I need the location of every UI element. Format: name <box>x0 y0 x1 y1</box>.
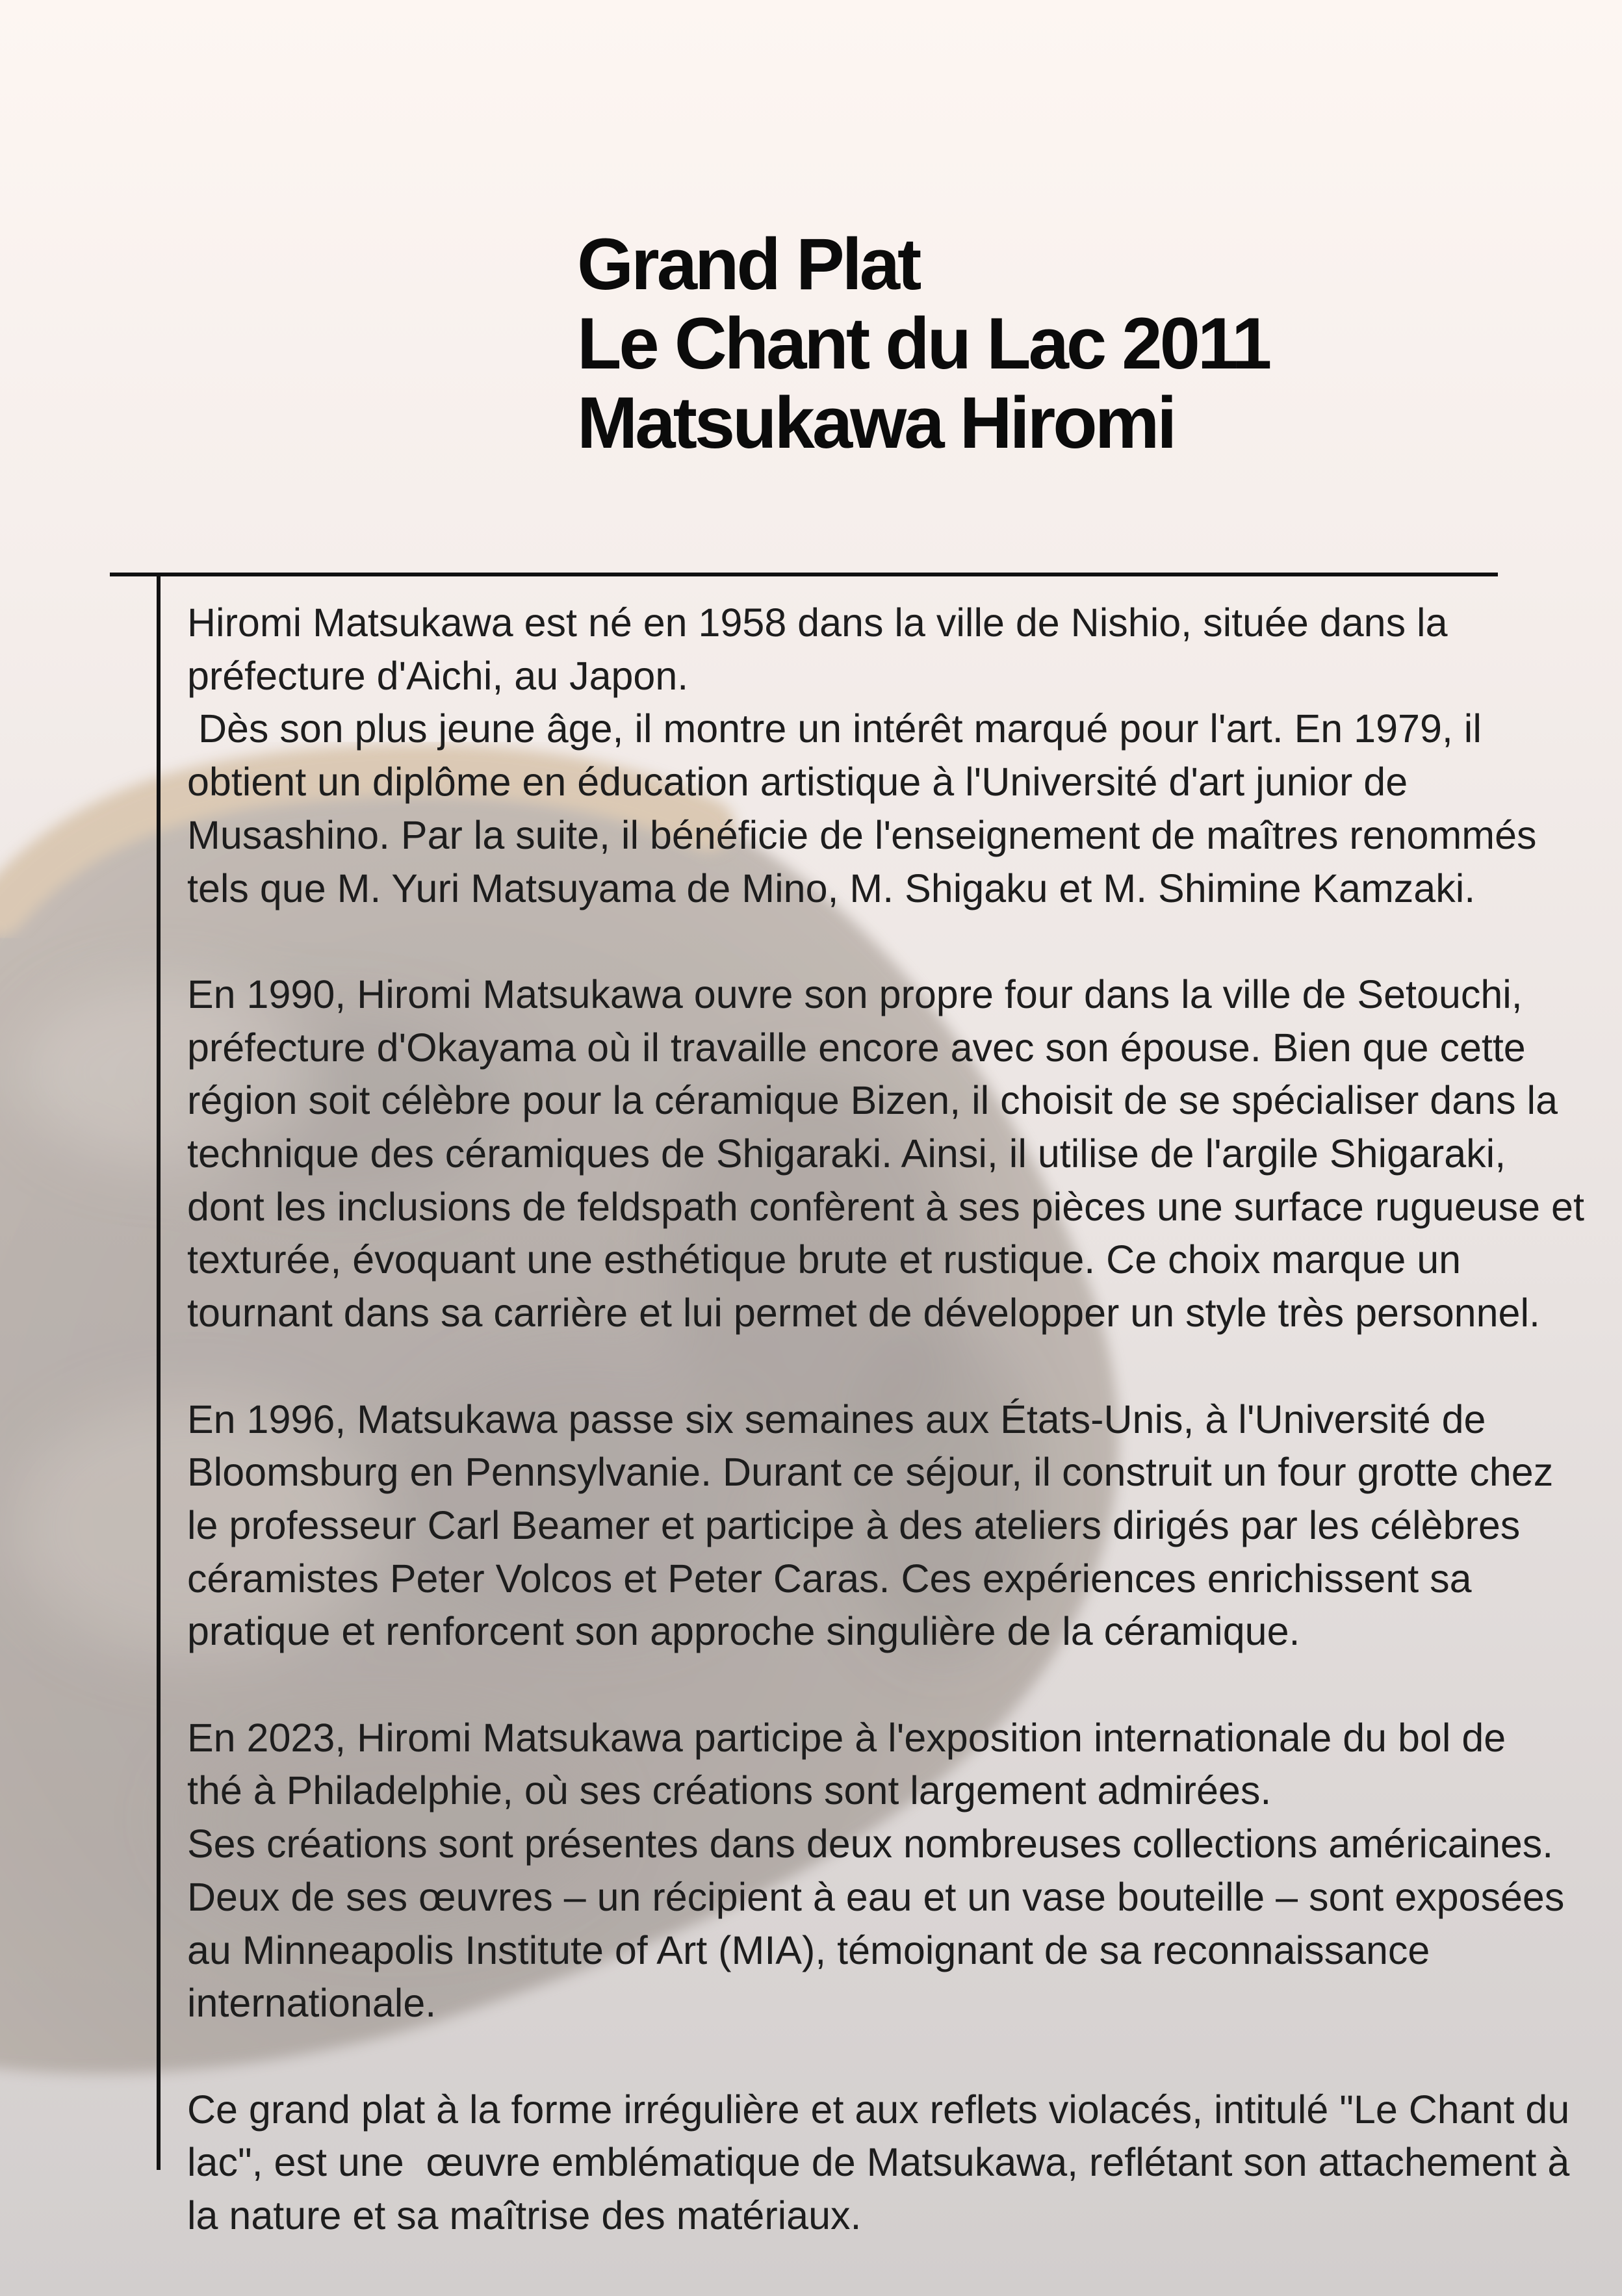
text-line: le professeur Carl Beamer et participe à des ateliers dirigés par les célèbres <box>187 1503 1521 1547</box>
text-line: Musashino. Par la suite, il bénéficie de l'enseignement de maîtres renommés <box>187 812 1537 857</box>
text-line: céramistes Peter Volcos et Peter Caras. Ces expériences enrichissent sa <box>187 1556 1472 1601</box>
text-line: internationale. <box>187 1981 437 2026</box>
text-line: texturée, évoquant une esthétique brute et rustique. Ce choix marque un <box>187 1237 1461 1282</box>
paragraph-artwork-description <box>187 2083 1584 2243</box>
text-line: tournant dans sa carrière et lui permet de développer un style très personnel. <box>187 1291 1540 1335</box>
text-line: Deux de ses œuvres – un récipient à eau et un vase bouteille – sont exposées <box>187 1874 1565 1919</box>
text-line: Dès son plus jeune âge, il montre un intérêt marqué pour l'art. En 1979, il <box>187 706 1482 751</box>
artist-biography <box>187 597 1584 2243</box>
text-line: Hiromi Matsukawa est né en 1958 dans la ville de Nishio, située dans la <box>187 600 1448 645</box>
text-line: Bloomsburg en Pennsylvanie. Durant ce séjour, il construit un four grotte chez <box>187 1450 1554 1495</box>
vertical-rule <box>157 573 161 2170</box>
paragraph-early-life <box>187 597 1584 915</box>
text-line: région soit célèbre pour la céramique Bizen, il choisit de se spécialiser dans la <box>187 1078 1558 1123</box>
text-line: technique des céramiques de Shigaraki. Ainsi, il utilise de l'argile Shigaraki, <box>187 1131 1506 1176</box>
text-line: obtient un diplôme en éducation artistique à l'Université d'art junior de <box>187 760 1408 805</box>
text-line: dont les inclusions de feldspath confèrent à ses pièces une surface rugueuse et <box>187 1184 1584 1229</box>
text-line: thé à Philadelphie, où ses créations sont largement admirées. <box>187 1768 1272 1813</box>
text-line: Ce grand plat à la forme irrégulière et aux reflets violacés, intitulé "Le Chant du <box>187 2087 1570 2132</box>
text-line: tels que M. Yuri Matsuyama de Mino, M. Shigaku et M. Shimine Kamzaki. <box>187 866 1476 910</box>
text-line: Ses créations sont présentes dans deux nombreuses collections américaines. <box>187 1822 1554 1866</box>
text-line: préfecture d'Aichi, au Japon. <box>187 653 689 698</box>
title-artist-name: Matsukawa Hiromi <box>577 382 1175 463</box>
text-line: la nature et sa maîtrise des matériaux. <box>187 2193 862 2238</box>
text-line: préfecture d'Okayama où il travaille encore avec son épouse. Bien que cette <box>187 1025 1526 1070</box>
title-work-name: Le Chant du Lac 2011 <box>577 303 1270 384</box>
text-line: En 2023, Hiromi Matsukawa participe à l'exposition internationale du bol de <box>187 1715 1506 1760</box>
paragraph-united-states-stay <box>187 1393 1584 1659</box>
text-line: lac", est une œuvre emblématique de Matsukawa, reflétant son attachement à <box>187 2140 1570 2185</box>
page-title <box>577 225 1269 463</box>
horizontal-rule <box>110 573 1498 576</box>
text-line: En 1996, Matsukawa passe six semaines aux États-Unis, à l'Université de <box>187 1397 1486 1441</box>
text-line: En 1990, Hiromi Matsukawa ouvre son propre four dans la ville de Setouchi, <box>187 972 1523 1016</box>
title-object-name: Grand Plat <box>577 224 920 305</box>
paragraph-exhibitions <box>187 1712 1584 2030</box>
text-line: au Minneapolis Institute of Art (MIA), témoignant de sa reconnaissance <box>187 1928 1430 1972</box>
paragraph-kiln-setouchi <box>187 968 1584 1340</box>
text-line: pratique et renforcent son approche singulière de la céramique. <box>187 1609 1300 1654</box>
